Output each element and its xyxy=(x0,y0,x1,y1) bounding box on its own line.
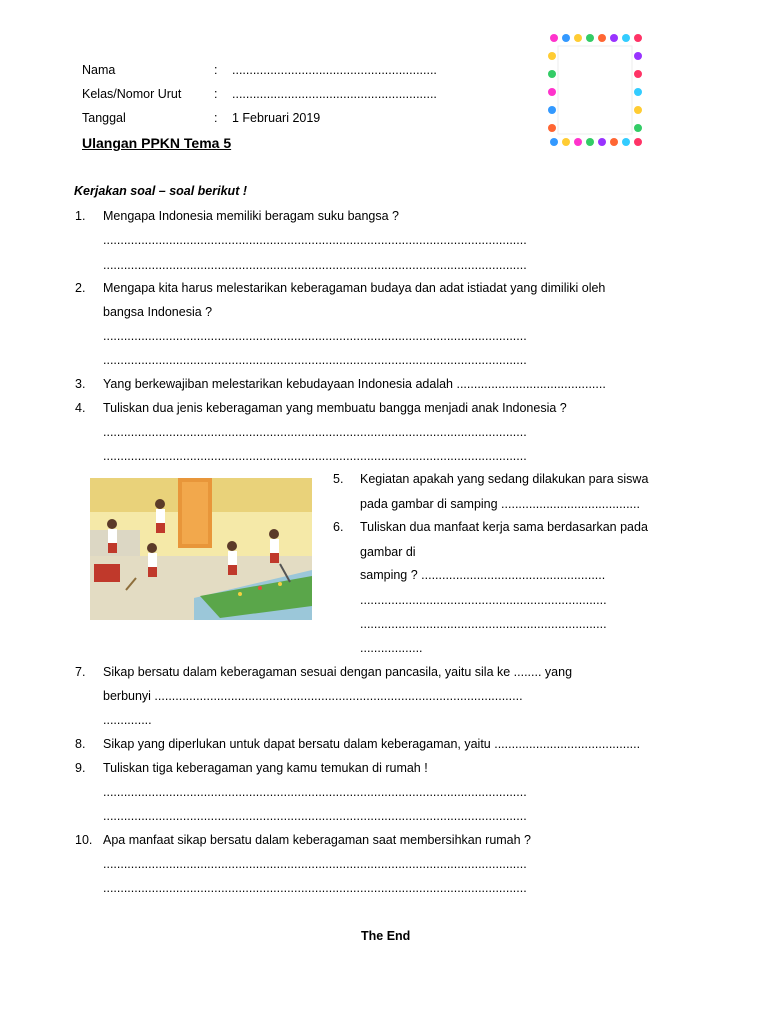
q9-text: Tuliskan tiga keberagaman yang kamu temukan di rumah ! xyxy=(103,761,428,775)
q3-text: Yang berkewajiban melestarikan kebudayaan Indonesia adalah ........................................... xyxy=(103,377,606,391)
answer-line[interactable]: .......................................................................................................................... xyxy=(103,857,527,871)
q6-text-answer[interactable]: samping ? ..................................................... xyxy=(360,568,606,582)
kelas-label: Kelas/Nomor Urut xyxy=(82,87,182,101)
children-border-frame-icon xyxy=(546,30,644,150)
q7-text: Sikap bersatu dalam keberagaman sesuai dengan pancasila, yaitu sila ke ........ yang xyxy=(103,665,573,679)
q2-number: 2. xyxy=(75,281,86,295)
answer-line[interactable]: .......................................................................................................................... xyxy=(103,258,527,272)
q2-text: Mengapa kita harus melestarikan keberagaman budaya dan adat istiadat yang dimiliki oleh xyxy=(103,281,606,295)
answer-line[interactable]: ....................................................................... xyxy=(360,617,607,631)
q5-text-cont: pada gambar di samping ........................................ xyxy=(360,497,640,511)
answer-line[interactable]: .......................................................................................................................... xyxy=(103,785,527,799)
nama-field[interactable]: ........................................................... xyxy=(232,63,437,77)
q5-number: 5. xyxy=(333,472,344,486)
q6-number: 6. xyxy=(333,520,344,534)
q7-text-cont[interactable]: berbunyi .......................................................................................................... xyxy=(103,689,523,703)
tanggal-label: Tanggal xyxy=(82,111,126,125)
kelas-colon: : xyxy=(214,87,218,101)
answer-line[interactable]: .......................................................................................................................... xyxy=(103,353,527,367)
q9-number: 9. xyxy=(75,761,86,775)
page-title: Ulangan PPKN Tema 5 xyxy=(82,135,232,151)
q10-number: 10. xyxy=(75,833,93,847)
tanggal-colon: : xyxy=(214,111,218,125)
q3-number: 3. xyxy=(75,377,86,391)
instruction: Kerjakan soal – soal berikut ! xyxy=(74,184,247,198)
q8-number: 8. xyxy=(75,737,86,751)
q4-text: Tuliskan dua jenis keberagaman yang membuatu bangga menjadi anak Indonesia ? xyxy=(103,401,567,415)
nama-label: Nama xyxy=(82,63,116,77)
answer-line[interactable]: ....................................................................... xyxy=(360,593,607,607)
footer-the-end: The End xyxy=(361,929,411,943)
q6-text-cont: gambar di xyxy=(360,545,416,559)
q1-number: 1. xyxy=(75,209,86,223)
q5-text: Kegiatan apakah yang sedang dilakukan para siswa xyxy=(360,472,649,486)
answer-line[interactable]: .......................................................................................................................... xyxy=(103,329,527,343)
q10-text: Apa manfaat sikap bersatu dalam keberagaman saat membersihkan rumah ? xyxy=(103,833,532,847)
kelas-field[interactable]: ........................................................... xyxy=(232,87,437,101)
q6-text: Tuliskan dua manfaat kerja sama berdasarkan pada xyxy=(360,520,648,534)
answer-line[interactable]: .......................................................................................................................... xyxy=(103,881,527,895)
answer-line[interactable]: .......................................................................................................................... xyxy=(103,809,527,823)
students-cleaning-illustration xyxy=(90,478,312,620)
answer-line[interactable]: .................. xyxy=(360,641,423,655)
tanggal-value: 1 Februari 2019 xyxy=(232,111,321,125)
q2-text-cont: bangsa Indonesia ? xyxy=(103,305,213,319)
q7-number: 7. xyxy=(75,665,86,679)
q8-text: Sikap yang diperlukan untuk dapat bersatu dalam keberagaman, yaitu .......................................... xyxy=(103,737,641,751)
answer-line[interactable]: .......................................................................................................................... xyxy=(103,425,527,439)
answer-line[interactable]: .............. xyxy=(103,713,152,727)
q4-number: 4. xyxy=(75,401,86,415)
nama-colon: : xyxy=(214,63,218,77)
answer-line[interactable]: .......................................................................................................................... xyxy=(103,233,527,247)
answer-line[interactable]: .......................................................................................................................... xyxy=(103,449,527,463)
q1-text: Mengapa Indonesia memiliki beragam suku bangsa ? xyxy=(103,209,400,223)
